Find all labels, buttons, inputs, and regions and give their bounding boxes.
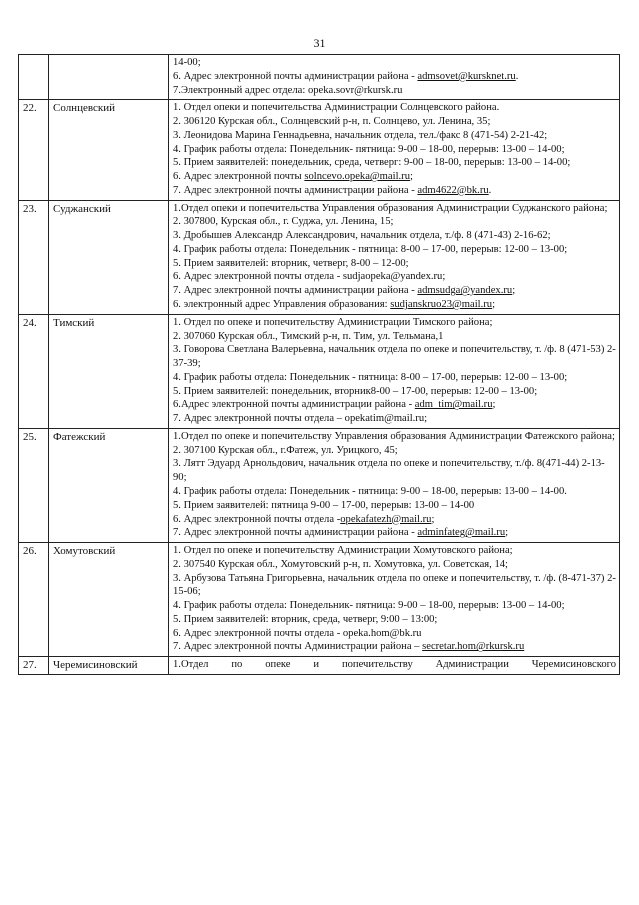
detail-line: 1.Отдел по опеке и попечительству Администрации Черемисиновского bbox=[173, 659, 616, 671]
district-name: Тимский bbox=[49, 314, 169, 428]
detail-line bbox=[173, 70, 616, 84]
row-number: 25. bbox=[19, 428, 49, 542]
table-row bbox=[19, 55, 620, 100]
email-link[interactable]: solncevo.opeka@mail.ru bbox=[304, 171, 410, 183]
district-guardianship-table bbox=[18, 54, 620, 675]
detail-line: 3. Лятт Эдуард Арнольдович, начальник отдела по опеке и попечительству, т./ф. 8(471-44) 2-13-90; bbox=[173, 458, 605, 484]
detail-line bbox=[173, 526, 616, 540]
row-number: 22. bbox=[19, 100, 49, 200]
detail-line bbox=[173, 284, 616, 298]
row-number bbox=[19, 55, 49, 100]
detail-line: 2. 307060 Курская обл., Тимский р-н, п. Тим, ул. Тельмана,1 bbox=[173, 330, 444, 342]
detail-line bbox=[173, 170, 616, 184]
detail-text: . bbox=[515, 70, 519, 82]
detail-line: 5. Прием заявителей: вторник, среда, четверг, 9:00 – 13:00; bbox=[173, 613, 438, 625]
detail-text: 6. Адрес электронной почты отдела - opeka.hom@bk.ru bbox=[173, 627, 422, 639]
detail-text: ; bbox=[410, 171, 413, 183]
district-name bbox=[49, 55, 169, 100]
detail-text: ; bbox=[431, 513, 435, 525]
detail-text: 7. Адрес электронной почты администрации района - bbox=[173, 285, 418, 297]
detail-line: 3. Леонидова Марина Геннадьевна, начальник отдела, тел./факс 8 (471-54) 2-21-42; bbox=[173, 129, 548, 141]
detail-text: 7. Адрес электронной почты Администрации района – bbox=[173, 641, 423, 653]
district-name: Солнцевский bbox=[49, 100, 169, 200]
detail-text: ; bbox=[492, 399, 496, 411]
district-details bbox=[169, 200, 620, 314]
detail-line: 1. Отдел по опеке и попечительству Администрации Тимского района; bbox=[173, 316, 493, 328]
detail-line bbox=[173, 627, 616, 641]
email-link[interactable]: adminfateg@mail.ru bbox=[417, 527, 506, 539]
detail-text: 6. Адрес электронной почты отдела - bbox=[173, 513, 341, 525]
district-details bbox=[169, 100, 620, 200]
detail-line bbox=[173, 270, 616, 284]
detail-line: 3. Арбузова Татьяна Григорьевна, начальник отдела по опеке и попечительству, т. /ф. (8-471-37) 2-15-06; bbox=[173, 572, 616, 598]
detail-text: 7.Электронный адрес отдела: opeka.sovr@rkursk.ru bbox=[173, 84, 403, 96]
detail-text: 6. Адрес электронной почты администрации района - bbox=[173, 70, 418, 82]
detail-text: 6. Адрес электронной почты bbox=[173, 171, 305, 183]
detail-text: ; bbox=[512, 285, 516, 297]
detail-text: 7. Адрес электронной почты администрации района - bbox=[173, 184, 418, 196]
district-details bbox=[169, 428, 620, 542]
detail-line: 3. Дробышев Александр Александрович, начальник отдела, т./ф. 8 (471-43) 2-16-62; bbox=[173, 230, 551, 242]
district-name: Фатежский bbox=[49, 428, 169, 542]
email-link[interactable]: adm_tim@mail.ru bbox=[414, 399, 493, 411]
row-number: 23. bbox=[19, 200, 49, 314]
detail-line: 5. Прием заявителей: понедельник, среда, четверг: 9-00 – 18-00, перерыв: 13-00 – 14-00; bbox=[173, 157, 571, 169]
email-link[interactable]: adm4622@bk.ru bbox=[417, 184, 489, 196]
detail-text: 7. Адрес электронной почты отдела – opekatim@mail.ru; bbox=[173, 413, 428, 425]
detail-text: . bbox=[488, 184, 492, 196]
district-name: Суджанский bbox=[49, 200, 169, 314]
detail-line: 1.Отдел по опеке и попечительству Управления образования Администрации Фатежского района; bbox=[173, 430, 615, 442]
detail-line bbox=[173, 298, 616, 312]
detail-line: 3. Говорова Светлана Валерьевна, начальник отдела по опеке и попечительству, т. /ф. 8 (471-53) 2-37-39; bbox=[173, 344, 616, 370]
detail-line: 2. 307800, Курская обл., г. Суджа, ул. Ленина, 15; bbox=[173, 216, 394, 228]
table-row bbox=[19, 543, 620, 657]
email-link[interactable]: sudjanskruo23@mail.ru bbox=[390, 299, 493, 311]
detail-text: ; bbox=[492, 299, 496, 311]
table-row bbox=[19, 314, 620, 428]
detail-line: 4. График работы отдела: Понедельник - пятница: 8-00 – 17-00, перерыв: 12-00 – 13-00; bbox=[173, 371, 568, 383]
detail-line bbox=[173, 640, 616, 654]
detail-line: 1. Отдел опеки и попечительства Администрации Солнцевского района. bbox=[173, 102, 500, 114]
detail-line: 4. График работы отдела: Понедельник - пятница: 8-00 – 17-00, перерыв: 12-00 – 13-00; bbox=[173, 243, 568, 255]
detail-line: 1.Отдел опеки и попечительства Управления образования Администрации Суджанского района; bbox=[173, 202, 608, 214]
detail-line bbox=[173, 513, 616, 527]
row-number: 26. bbox=[19, 543, 49, 657]
district-name: Черемисиновский bbox=[49, 657, 169, 675]
table-row bbox=[19, 428, 620, 542]
district-details bbox=[169, 657, 620, 675]
detail-line bbox=[173, 84, 616, 98]
detail-line: 2. 307100 Курская обл., г.Фатеж, ул. Урицкого, 45; bbox=[173, 444, 398, 456]
district-details bbox=[169, 543, 620, 657]
email-link[interactable]: secretar.hom@rkursk.ru bbox=[422, 641, 525, 653]
email-link[interactable]: opekafatezh@mail.ru bbox=[340, 513, 432, 525]
detail-line bbox=[173, 412, 616, 426]
detail-text: 6. электронный адрес Управления образования: bbox=[173, 299, 391, 311]
detail-line: 5. Прием заявителей: понедельник, вторник8-00 – 17-00, перерыв: 12-00 – 13-00; bbox=[173, 385, 538, 397]
detail-text: 7. Адрес электронной почты администрации района - bbox=[173, 527, 418, 539]
detail-line: 4. График работы отдела: Понедельник- пятница: 9-00 – 18-00, перерыв: 13-00 – 14-00; bbox=[173, 143, 565, 155]
district-details bbox=[169, 55, 620, 100]
detail-line: 4. График работы отдела: Понедельник- пятница: 9-00 – 18-00, перерыв: 13-00 – 14-00; bbox=[173, 600, 565, 612]
detail-line: 1. Отдел по опеке и попечительству Администрации Хомутовского района; bbox=[173, 545, 513, 557]
detail-line: 5. Прием заявителей: пятница 9-00 – 17-00, перерыв: 13-00 – 14-00 bbox=[173, 499, 475, 511]
row-number: 27. bbox=[19, 657, 49, 675]
detail-text: 6.Адрес электронной почты администрации района - bbox=[173, 399, 415, 411]
district-details bbox=[169, 314, 620, 428]
table-row bbox=[19, 100, 620, 200]
detail-line bbox=[173, 184, 616, 198]
district-name: Хомутовский bbox=[49, 543, 169, 657]
row-number: 24. bbox=[19, 314, 49, 428]
detail-line: 2. 307540 Курская обл., Хомутовский р-н, п. Хомутовка, ул. Советская, 14; bbox=[173, 558, 508, 570]
detail-text: 6. Адрес электронной почты отдела - sudjaopeka@yandex.ru; bbox=[173, 271, 446, 283]
email-link[interactable]: admsudga@yandex.ru bbox=[417, 285, 513, 297]
table-row bbox=[19, 200, 620, 314]
email-link[interactable]: admsovet@kursknet.ru bbox=[417, 70, 516, 82]
detail-line: 2. 306120 Курская обл., Солнцевский р-н, п. Солнцево, ул. Ленина, 35; bbox=[173, 116, 491, 128]
detail-line: 14-00; bbox=[173, 57, 201, 68]
detail-text: ; bbox=[505, 527, 509, 539]
page-number: 31 bbox=[313, 36, 326, 50]
table-row bbox=[19, 657, 620, 675]
detail-line: 4. График работы отдела: Понедельник - пятница: 9-00 – 18-00, перерыв: 13-00 – 14-00. bbox=[173, 485, 567, 497]
detail-line bbox=[173, 398, 616, 412]
detail-line: 5. Прием заявителей: вторник, четверг, 8-00 – 12-00; bbox=[173, 257, 409, 269]
